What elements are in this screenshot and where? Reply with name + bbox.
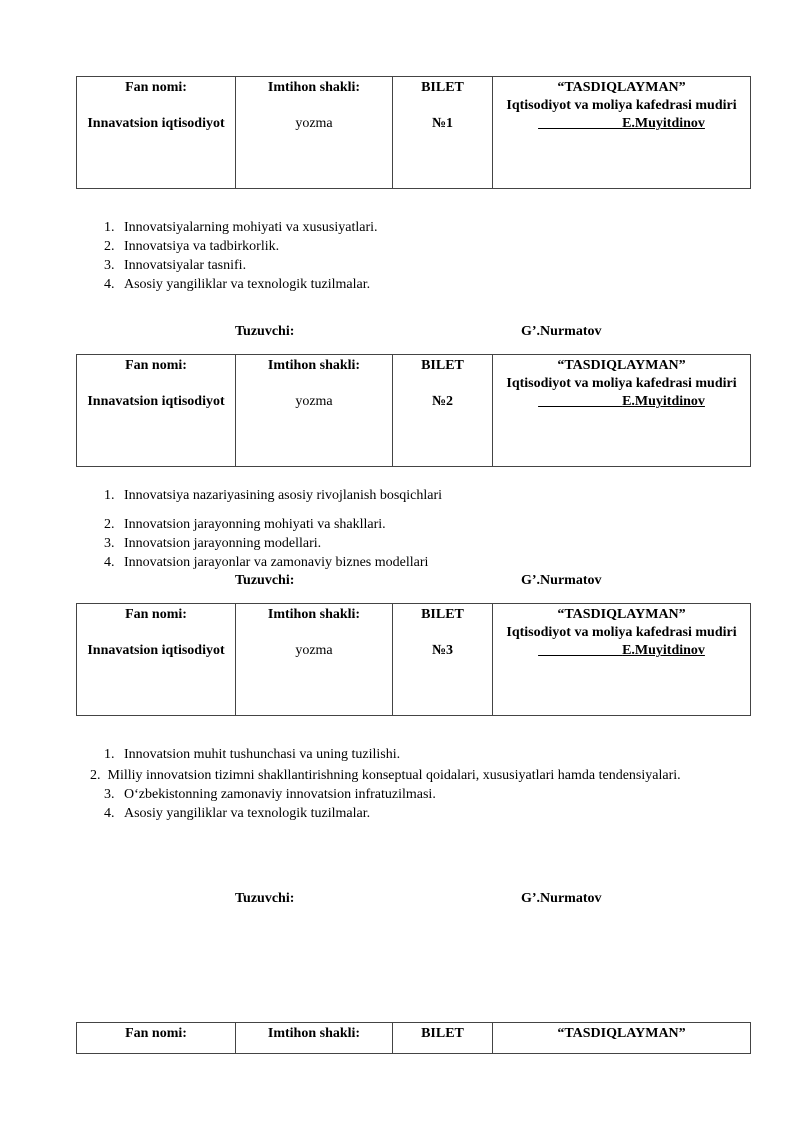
ticket-number: №2 bbox=[431, 394, 454, 409]
question-item: 2. Milliy innovatsion tizimni shakllantirishning konseptual qoidalari, xususiyatlari hamda tendensiyalari. bbox=[90, 768, 681, 783]
compiler-label: Tuzuvchi: bbox=[235, 573, 295, 588]
ticket-cell bbox=[393, 355, 493, 467]
approval-cell bbox=[493, 355, 751, 467]
ticket-label: BILET bbox=[421, 80, 464, 95]
compiler-name: G’.Nurmatov bbox=[521, 573, 602, 588]
ticket-cell bbox=[393, 77, 493, 189]
ticket-1-header bbox=[76, 76, 751, 189]
exam-form-label: Imtihon shakli: bbox=[267, 80, 361, 95]
subject-cell bbox=[77, 604, 236, 716]
approval-signature-name: E.Muyitdinov bbox=[622, 116, 705, 131]
exam-form-value: yozma bbox=[295, 116, 333, 131]
approval-signature-name: E.Muyitdinov bbox=[622, 643, 705, 658]
subject-label: Fan nomi: bbox=[125, 80, 187, 95]
question-item: 3. O‘zbekistonning zamonaviy innovatsion infratuzilmasi. bbox=[104, 787, 436, 802]
compiler-name: G’.Nurmatov bbox=[521, 891, 602, 906]
approval-role: Iqtisodiyot va moliya kafedrasi mudiri bbox=[506, 376, 737, 391]
compiler-label: Tuzuvchi: bbox=[235, 324, 295, 339]
question-item: 3. Innovatsion jarayonning modellari. bbox=[104, 536, 322, 551]
compiler-name: G’.Nurmatov bbox=[521, 324, 602, 339]
ticket-cell bbox=[393, 1023, 493, 1054]
approval-title: “TASDIQLAYMAN” bbox=[557, 358, 686, 373]
subject-value: Innavatsion iqtisodiyot bbox=[87, 394, 225, 409]
ticket-number: №1 bbox=[431, 116, 454, 131]
ticket-3-header bbox=[76, 603, 751, 716]
exam-form-label: Imtihon shakli: bbox=[267, 607, 361, 622]
approval-signature-name: E.Muyitdinov bbox=[622, 394, 705, 409]
question-item: 2. Innovatsion jarayonning mohiyati va shakllari. bbox=[104, 517, 386, 532]
question-item: 1. Innovatsiyalarning mohiyati va xususiyatlari. bbox=[104, 220, 378, 235]
exam-form-value: yozma bbox=[295, 394, 333, 409]
exam-form-label: Imtihon shakli: bbox=[267, 1026, 361, 1041]
question-item: 1. Innovatsion muhit tushunchasi va uning tuzilishi. bbox=[104, 747, 401, 762]
exam-form-label: Imtihon shakli: bbox=[267, 358, 361, 373]
approval-cell bbox=[493, 77, 751, 189]
subject-cell bbox=[77, 355, 236, 467]
ticket-1-questions bbox=[104, 218, 744, 294]
question-item: 4. Innovatsion jarayonlar va zamonaviy biznes modellari bbox=[104, 555, 429, 570]
ticket-4-header bbox=[76, 1022, 751, 1054]
question-item: 3. Innovatsiyalar tasnifi. bbox=[104, 258, 247, 273]
subject-cell bbox=[77, 77, 236, 189]
subject-label: Fan nomi: bbox=[125, 358, 187, 373]
question-item: 4. Asosiy yangiliklar va texnologik tuzilmalar. bbox=[104, 277, 371, 292]
subject-value: Innavatsion iqtisodiyot bbox=[87, 643, 225, 658]
exam-form-cell bbox=[236, 355, 393, 467]
subject-label: Fan nomi: bbox=[125, 1026, 187, 1041]
ticket-label: BILET bbox=[421, 607, 464, 622]
ticket-label: BILET bbox=[421, 358, 464, 373]
subject-value: Innavatsion iqtisodiyot bbox=[87, 116, 225, 131]
exam-form-cell bbox=[236, 77, 393, 189]
approval-title: “TASDIQLAYMAN” bbox=[557, 607, 686, 622]
approval-role: Iqtisodiyot va moliya kafedrasi mudiri bbox=[506, 625, 737, 640]
ticket-label: BILET bbox=[421, 1026, 464, 1041]
approval-cell bbox=[493, 1023, 751, 1054]
subject-label: Fan nomi: bbox=[125, 607, 187, 622]
ticket-3-questions bbox=[90, 745, 740, 823]
approval-cell bbox=[493, 604, 751, 716]
question-item: 1. Innovatsiya nazariyasining asosiy rivojlanish bosqichlari bbox=[104, 488, 443, 503]
subject-cell bbox=[77, 1023, 236, 1054]
exam-form-value: yozma bbox=[295, 643, 333, 658]
approval-title: “TASDIQLAYMAN” bbox=[557, 1026, 686, 1041]
exam-form-cell bbox=[236, 1023, 393, 1054]
ticket-2-header bbox=[76, 354, 751, 467]
question-item: 2. Innovatsiya va tadbirkorlik. bbox=[104, 239, 280, 254]
ticket-2-questions bbox=[104, 486, 744, 572]
question-item: 4. Asosiy yangiliklar va texnologik tuzilmalar. bbox=[104, 806, 371, 821]
ticket-number: №3 bbox=[431, 643, 454, 658]
approval-title: “TASDIQLAYMAN” bbox=[557, 80, 686, 95]
ticket-cell bbox=[393, 604, 493, 716]
approval-role: Iqtisodiyot va moliya kafedrasi mudiri bbox=[506, 98, 737, 113]
compiler-label: Tuzuvchi: bbox=[235, 891, 295, 906]
exam-form-cell bbox=[236, 604, 393, 716]
